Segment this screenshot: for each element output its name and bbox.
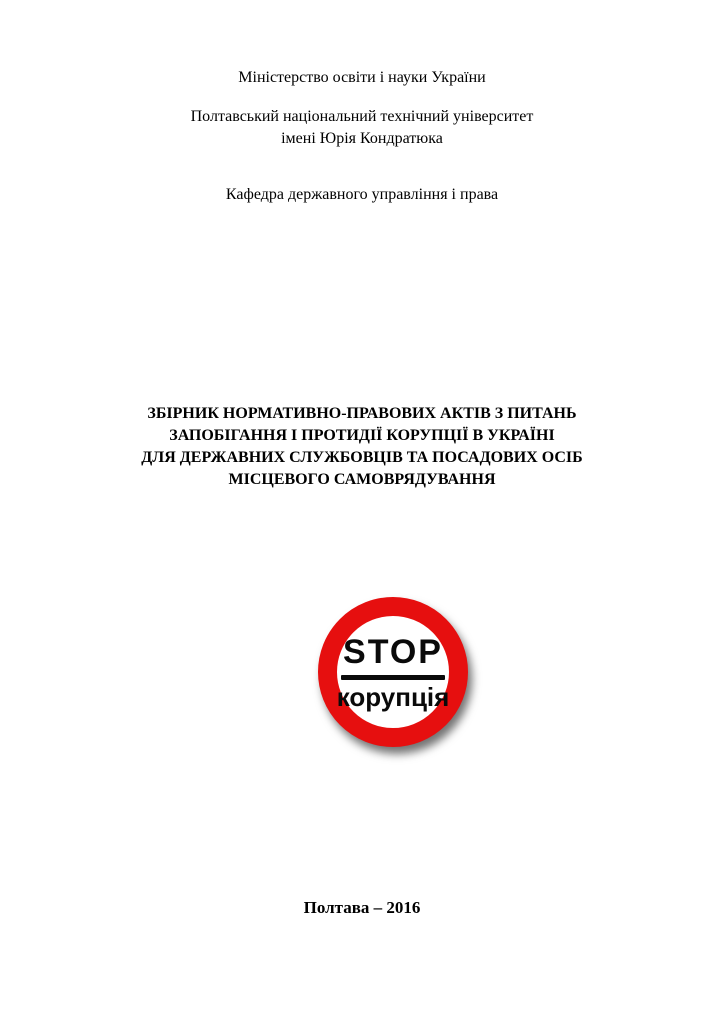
title-line: МІСЦЕВОГО САМОВРЯДУВАННЯ [228, 471, 496, 488]
imprint-line: Полтава – 2016 [303, 898, 421, 917]
department-line: Кафедра державного управління і права [225, 186, 499, 203]
university-name [0, 106, 724, 150]
university-name-line2: імені Юрія Кондратюка [281, 130, 443, 147]
title-line: ДЛЯ ДЕРЖАВНИХ СЛУЖБОВЦІВ ТА ПОСАДОВИХ ОСІБ [141, 449, 583, 466]
title-line: ЗБІРНИК НОРМАТИВНО-ПРАВОВИХ АКТІВ З ПИТАНЬ [147, 405, 577, 422]
university-name-line1: Полтавський національний технічний університет [190, 108, 534, 125]
title-line: ЗАПОБІГАННЯ І ПРОТИДІЇ КОРУПЦІЇ В УКРАЇНІ [169, 427, 555, 444]
document-title [0, 403, 724, 491]
stop-underline-divider [341, 675, 445, 680]
logo-caption: корупція [336, 681, 450, 712]
stop-corruption-logo [318, 597, 468, 747]
stop-text: STOP [343, 632, 443, 671]
ministry-line: Міністерство освіти і науки України [238, 69, 486, 86]
